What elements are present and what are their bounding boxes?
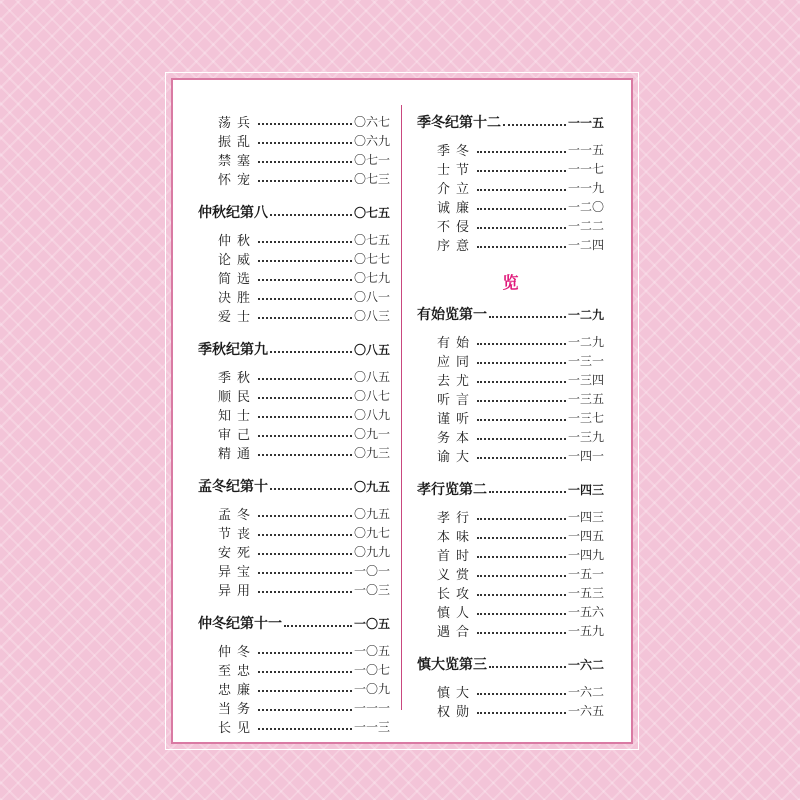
toc-entry-row[interactable] [198, 443, 390, 462]
toc-entry-title: 义赏 [437, 568, 476, 583]
toc-page-number: 〇八一 [353, 290, 390, 304]
toc-entry-row[interactable] [417, 370, 604, 389]
toc-entry-row[interactable] [417, 602, 604, 621]
toc-entry-row[interactable] [198, 717, 390, 736]
toc-entry-row[interactable] [198, 268, 390, 287]
toc-entry-row[interactable] [198, 679, 390, 698]
toc-entry-row[interactable] [417, 351, 604, 370]
toc-entry-row[interactable] [198, 580, 390, 599]
toc-entry-row[interactable] [198, 542, 390, 561]
toc-page-number: 一一五 [567, 143, 604, 157]
toc-entry-title: 听言 [437, 393, 476, 408]
toc-entry-row[interactable] [417, 178, 604, 197]
toc-section-row[interactable] [417, 654, 604, 674]
toc-entry-row[interactable] [417, 621, 604, 640]
toc-page-number: 〇七五 [353, 233, 390, 247]
dot-leader [477, 711, 566, 714]
dot-leader [477, 517, 566, 520]
dot-leader [258, 434, 352, 437]
toc-entry-row[interactable] [198, 249, 390, 268]
toc-page-number: 〇八五 [353, 370, 390, 384]
toc-page-number: 一二四 [567, 238, 604, 252]
dot-leader [258, 552, 352, 555]
toc-page-number: 一一三 [353, 720, 390, 734]
toc-entry-title: 有始 [437, 336, 476, 351]
toc-page-number: 〇七九 [353, 271, 390, 285]
toc-entry-title: 禁塞 [218, 154, 257, 169]
toc-entry-row[interactable] [417, 526, 604, 545]
toc-page-number: 一五六 [567, 605, 604, 619]
toc-page-number: 一二九 [567, 307, 604, 322]
dot-leader [270, 350, 352, 353]
dot-leader [258, 651, 352, 654]
section-heading: 览 [502, 273, 519, 292]
toc-page-number: 〇七一 [353, 153, 390, 167]
toc-entry-title: 介立 [437, 182, 476, 197]
toc-entry-title: 节丧 [218, 527, 257, 542]
toc-entry-row[interactable] [417, 507, 604, 526]
toc-page-number: 〇六九 [353, 134, 390, 148]
toc-page-number: 〇七三 [353, 172, 390, 186]
toc-page-number: 一一九 [567, 181, 604, 195]
dot-leader [477, 574, 566, 577]
toc-entry-title: 长见 [218, 721, 257, 736]
toc-entry-title: 简选 [218, 272, 257, 287]
dot-leader [258, 708, 352, 711]
dot-leader [258, 160, 352, 163]
dot-leader [477, 245, 566, 248]
toc-entry-row[interactable] [198, 150, 390, 169]
toc-entry-title: 慎人 [437, 606, 476, 621]
toc-entry-title: 异宝 [218, 565, 257, 580]
toc-page-number: 一一七 [567, 162, 604, 176]
toc-page-number: 一四三 [567, 482, 604, 497]
toc-section-title: 季冬纪第十二 [417, 115, 501, 131]
dot-leader [258, 278, 352, 281]
toc-entry-row[interactable] [198, 306, 390, 325]
toc-section-title: 季秋纪第九 [198, 342, 268, 358]
toc-entry-title: 权勋 [437, 705, 476, 720]
toc-section-row[interactable] [198, 476, 390, 496]
toc-page-number: 〇九五 [353, 479, 390, 494]
toc-entry-title: 仲秋 [218, 234, 257, 249]
toc-entry-row[interactable] [417, 583, 604, 602]
toc-page-number: 一〇三 [353, 583, 390, 597]
toc-page-number: 一六二 [567, 685, 604, 699]
dot-leader [258, 727, 352, 730]
toc-section-title: 孟冬纪第十 [198, 479, 268, 495]
toc-page-number: 一五九 [567, 624, 604, 638]
dot-leader [258, 396, 352, 399]
toc-entry-title: 士节 [437, 163, 476, 178]
toc-page-number: 一四三 [567, 510, 604, 524]
toc-entry-row[interactable] [417, 408, 604, 427]
dot-leader [477, 593, 566, 596]
toc-page-number: 〇六七 [353, 115, 390, 129]
dot-leader [477, 226, 566, 229]
toc-section-title: 孝行览第二 [417, 482, 487, 498]
dot-leader [258, 240, 352, 243]
toc-entry-title: 诚廉 [437, 201, 476, 216]
toc-entry-title: 论威 [218, 253, 257, 268]
dot-leader [477, 418, 566, 421]
toc-entry-row[interactable] [417, 216, 604, 235]
dot-leader [489, 665, 566, 668]
toc-section-row[interactable] [417, 304, 604, 324]
toc-entry-title: 孟冬 [218, 508, 257, 523]
toc-entry-row[interactable] [417, 545, 604, 564]
toc-entry-title: 爱士 [218, 310, 257, 325]
dot-leader [489, 490, 566, 493]
toc-page-number: 〇八三 [353, 309, 390, 323]
dot-leader [270, 487, 352, 490]
toc-entry-title: 长攻 [437, 587, 476, 602]
toc-page-number: 〇九一 [353, 427, 390, 441]
dot-leader [489, 315, 566, 318]
toc-entry-row[interactable] [417, 140, 604, 159]
dot-leader [258, 514, 352, 517]
toc-entry-title: 当务 [218, 702, 257, 717]
toc-page-number: 一〇五 [353, 616, 390, 631]
dot-leader [258, 259, 352, 262]
toc-page-number: 一六二 [567, 657, 604, 672]
toc-entry-title: 决胜 [218, 291, 257, 306]
toc-entry-title: 忠廉 [218, 683, 257, 698]
toc-page-number: 一四九 [567, 548, 604, 562]
toc-page-number: 〇八七 [353, 389, 390, 403]
toc-entry-title: 慎大 [437, 686, 476, 701]
toc-entry-title: 仲冬 [218, 645, 257, 660]
toc-entry-row[interactable] [198, 131, 390, 150]
toc-page-number: 一三五 [567, 392, 604, 406]
toc-entry-row[interactable] [417, 197, 604, 216]
toc-entry-title: 荡兵 [218, 116, 257, 131]
toc-section-title: 仲秋纪第八 [198, 205, 268, 221]
toc-section-row[interactable] [198, 202, 390, 222]
toc-entry-title: 序意 [437, 239, 476, 254]
dot-leader [477, 456, 566, 459]
toc-page-number: 〇九七 [353, 526, 390, 540]
toc-page-number: 一一一 [353, 701, 390, 715]
toc-entry-title: 不侵 [437, 220, 476, 235]
toc-entry-title: 去尤 [437, 374, 476, 389]
toc-page-number: 〇八九 [353, 408, 390, 422]
toc-page-number: 〇七七 [353, 252, 390, 266]
toc-right-column [417, 112, 604, 720]
toc-page-number: 一三四 [567, 373, 604, 387]
toc-page-number: 一三一 [567, 354, 604, 368]
toc-entry-title: 异用 [218, 584, 257, 599]
toc-entry-title: 知士 [218, 409, 257, 424]
toc-page-number: 一四一 [567, 449, 604, 463]
toc-entry-row[interactable] [417, 564, 604, 583]
toc-entry-title: 孝行 [437, 511, 476, 526]
toc-page-number: 一三九 [567, 430, 604, 444]
toc-page-number: 一〇一 [353, 564, 390, 578]
toc-page-number: 〇七五 [353, 205, 390, 220]
dot-leader [258, 670, 352, 673]
dot-leader [258, 571, 352, 574]
toc-entry-title: 遇合 [437, 625, 476, 640]
dot-leader [258, 590, 352, 593]
toc-entry-row[interactable] [417, 332, 604, 351]
toc-entry-title: 本味 [437, 530, 476, 545]
dot-leader [477, 188, 566, 191]
toc-entry-row[interactable] [417, 682, 604, 701]
dot-leader [477, 169, 566, 172]
toc-entry-row[interactable] [198, 641, 390, 660]
dot-leader [477, 555, 566, 558]
toc-entry-title: 怀宠 [218, 173, 257, 188]
toc-entry-title: 精通 [218, 447, 257, 462]
dot-leader [477, 631, 566, 634]
toc-entry-row[interactable] [198, 287, 390, 306]
dot-leader [258, 122, 352, 125]
dot-leader [258, 415, 352, 418]
dot-leader [477, 207, 566, 210]
toc-entry-title: 应同 [437, 355, 476, 370]
toc-section-row[interactable] [417, 479, 604, 499]
toc-entry-title: 务本 [437, 431, 476, 446]
toc-page-number: 〇九九 [353, 545, 390, 559]
toc-entry-row[interactable] [198, 169, 390, 188]
toc-page-number: 一三七 [567, 411, 604, 425]
toc-page-number: 〇九三 [353, 446, 390, 460]
toc-entry-row[interactable] [198, 698, 390, 717]
toc-section-title: 慎大览第三 [417, 657, 487, 673]
toc-section-row[interactable] [417, 112, 604, 132]
toc-page-number: 一五三 [567, 586, 604, 600]
toc-page-number: 一〇九 [353, 682, 390, 696]
toc-entry-row[interactable] [198, 424, 390, 443]
dot-leader [477, 361, 566, 364]
dot-leader [258, 297, 352, 300]
dot-leader [477, 150, 566, 153]
toc-page-number: 一二〇 [567, 200, 604, 214]
toc-entry-row[interactable] [417, 235, 604, 254]
toc-entry-title: 季秋 [218, 371, 257, 386]
column-divider [401, 105, 402, 710]
toc-entry-title: 首时 [437, 549, 476, 564]
toc-entry-title: 顺民 [218, 390, 257, 405]
toc-page-number: 〇八五 [353, 342, 390, 357]
toc-page-number: 〇九五 [353, 507, 390, 521]
dot-leader [258, 316, 352, 319]
toc-section-row[interactable] [198, 613, 390, 633]
toc-entry-title: 审己 [218, 428, 257, 443]
toc-entry-row[interactable] [417, 427, 604, 446]
dot-leader [258, 689, 352, 692]
toc-section-title: 仲冬纪第十一 [198, 616, 282, 632]
dot-leader [258, 453, 352, 456]
toc-entry-row[interactable] [417, 389, 604, 408]
dot-leader [258, 377, 352, 380]
toc-left-column [198, 112, 390, 736]
toc-entry-row[interactable] [198, 367, 390, 386]
toc-page-number: 一一五 [567, 115, 604, 130]
toc-entry-row[interactable] [198, 405, 390, 424]
dot-leader [477, 612, 566, 615]
toc-entry-row[interactable] [198, 523, 390, 542]
toc-entry-row[interactable] [198, 230, 390, 249]
dot-leader [477, 437, 566, 440]
toc-page-number: 一二二 [567, 219, 604, 233]
dot-leader [258, 179, 352, 182]
dot-leader [477, 342, 566, 345]
toc-entry-row[interactable] [198, 561, 390, 580]
toc-entry-row[interactable] [198, 504, 390, 523]
toc-page-number: 一五一 [567, 567, 604, 581]
toc-page-number: 一四五 [567, 529, 604, 543]
toc-entry-row[interactable] [417, 159, 604, 178]
toc-section-title: 有始览第一 [417, 307, 487, 323]
toc-entry-row[interactable] [198, 660, 390, 679]
toc-section-row[interactable] [198, 339, 390, 359]
dot-leader [258, 141, 352, 144]
dot-leader [477, 380, 566, 383]
toc-page-number: 一六五 [567, 704, 604, 718]
toc-entry-title: 季冬 [437, 144, 476, 159]
toc-entry-title: 谨听 [437, 412, 476, 427]
toc-entry-title: 振乱 [218, 135, 257, 150]
dot-leader [503, 123, 566, 126]
toc-entry-title: 安死 [218, 546, 257, 561]
toc-entry-title: 谕大 [437, 450, 476, 465]
toc-page-number: 一二九 [567, 335, 604, 349]
toc-page-number: 一〇七 [353, 663, 390, 677]
toc-page-number: 一〇五 [353, 644, 390, 658]
toc-entry-title: 至忠 [218, 664, 257, 679]
toc-entry-row[interactable] [417, 446, 604, 465]
dot-leader [284, 624, 352, 627]
dot-leader [270, 213, 352, 216]
dot-leader [258, 533, 352, 536]
dot-leader [477, 536, 566, 539]
dot-leader [477, 692, 566, 695]
toc-entry-row[interactable] [417, 701, 604, 720]
toc-entry-row[interactable] [198, 386, 390, 405]
toc-entry-row[interactable] [198, 112, 390, 131]
dot-leader [477, 399, 566, 402]
